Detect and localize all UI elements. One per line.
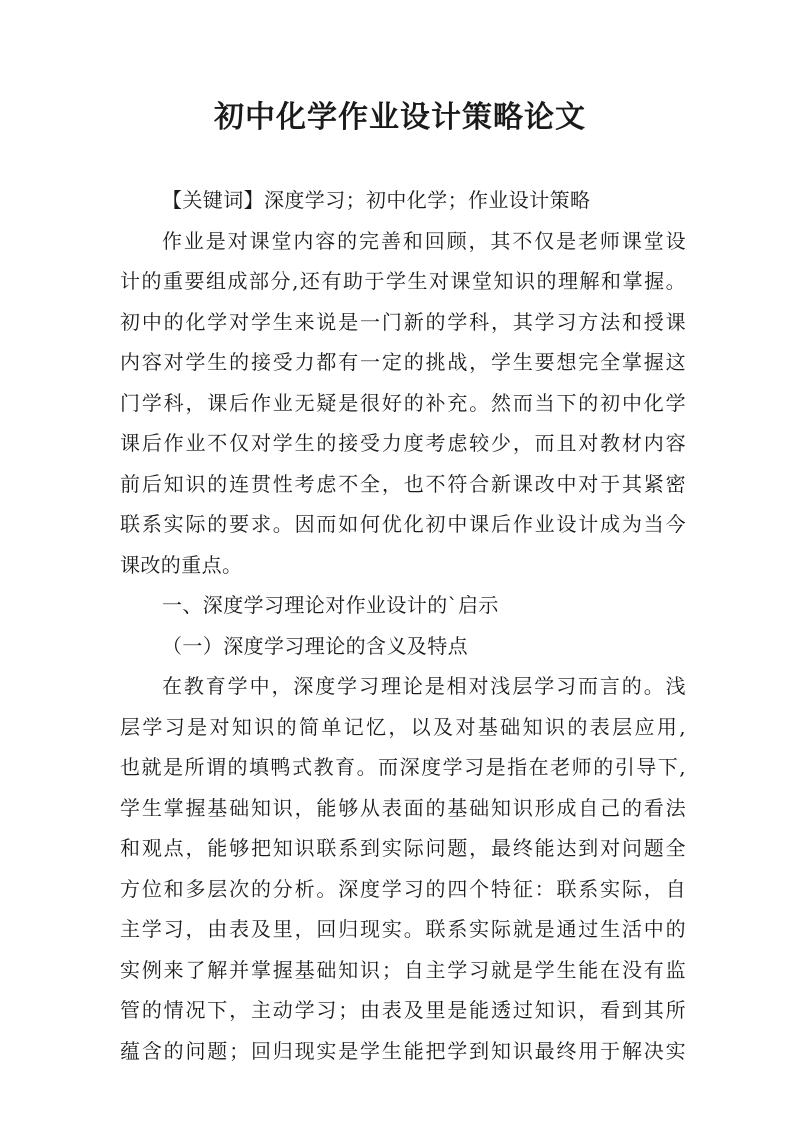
paragraph-line: 学生掌握基础知识，能够从表面的基础知识形成自己的看法 [120, 795, 686, 820]
paragraph-line: 实例来了解并掌握基础知识；自主学习就是学生能在没有监 [120, 957, 686, 982]
paragraph-line: 管的情况下，主动学习；由表及里是能透过知识，看到其所 [120, 998, 686, 1022]
paragraph-line: 也就是所谓的填鸭式教育。而深度学习是指在老师的引导下, [120, 755, 686, 779]
paragraph-line: 门学科，课后作业无疑是很好的补充。然而当下的初中化学 [120, 390, 686, 415]
paragraph-line: 课改的重点。 [120, 552, 243, 577]
paragraph-line: 方位和多层次的分析。深度学习的四个特征：联系实际，自 [120, 876, 686, 901]
section-heading: 一、深度学习理论对作业设计的`启示 [162, 593, 499, 617]
paragraph-line: 联系实际的要求。因而如何优化初中课后作业设计成为当今 [120, 512, 686, 536]
document-body [120, 180, 686, 1071]
subsection-heading: （一）深度学习理论的含义及特点 [162, 633, 468, 658]
document-title: 初中化学作业设计策略论文 [214, 100, 586, 135]
paragraph-line: 计的重要组成部分,还有助于学生对课堂知识的理解和掌握。 [120, 269, 686, 293]
paragraph-line: 层学习是对知识的简单记忆，以及对基础知识的表层应用, [120, 714, 686, 739]
paragraph-line: 初中的化学对学生来说是一门新的学科，其学习方法和授课 [120, 309, 686, 334]
paragraph-line: 课后作业不仅对学生的接受力度考虑较少，而且对教材内容 [120, 431, 686, 455]
paragraph-line: 在教育学中，深度学习理论是相对浅层学习而言的。浅 [162, 674, 686, 698]
paragraph-line: 内容对学生的接受力都有一定的挑战，学生要想完全掌握这 [120, 350, 686, 374]
paragraph-line: 和观点，能够把知识联系到实际问题，最终能达到对问题全 [120, 836, 686, 860]
paragraph-line: 蕴含的问题；回归现实是学生能把学到知识最终用于解决实 [120, 1038, 686, 1063]
keywords-line: 【关键词】深度学习；初中化学；作业设计策略 [162, 188, 591, 212]
paragraph-line: 作业是对课堂内容的完善和回顾，其不仅是老师课堂设 [162, 228, 686, 253]
paragraph-line: 前后知识的连贯性考虑不全，也不符合新课改中对于其紧密 [120, 471, 686, 496]
paragraph-line: 主学习，由表及里，回归现实。联系实际就是通过生活中的 [120, 917, 686, 941]
